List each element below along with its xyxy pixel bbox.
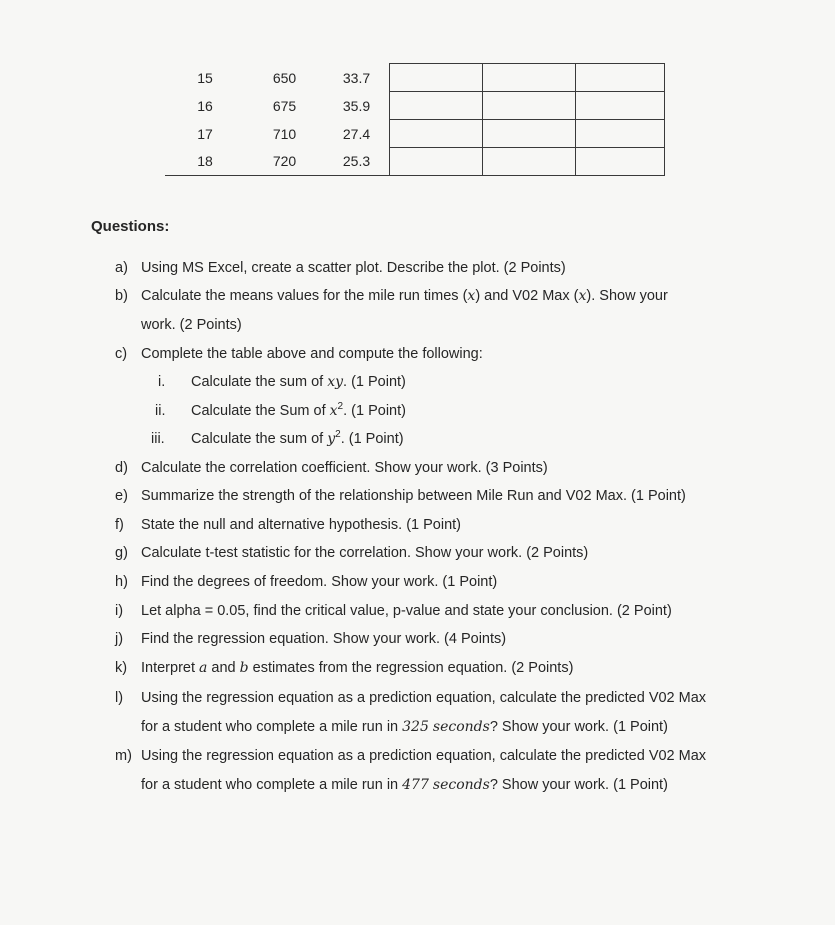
data-table: [165, 63, 665, 176]
question-b-label: b): [115, 288, 128, 304]
table-cell-vo2: 33.7: [324, 64, 390, 92]
table-cell-run-time: 720: [245, 148, 324, 176]
table-row: [165, 148, 665, 176]
question-j-label: j): [115, 631, 124, 647]
table-cell-blank: [390, 120, 483, 148]
table-cell-run-time: 650: [272, 69, 297, 86]
question-e-text: Summarize the strength of the relationship between Mile Run and V02 Max. (1 Point): [141, 488, 686, 504]
question-l-text-line2: for a student who complete a mile run in 325 seconds? Show your work. (1 Point): [141, 719, 668, 735]
question-l-label: l): [115, 690, 124, 706]
table-cell-student: 17: [197, 125, 213, 142]
table-cell-blank: [483, 148, 576, 176]
question-c-label: c): [115, 346, 128, 362]
table-row: [165, 120, 665, 148]
question-l-text: Using the regression equation as a prediction equation, calculate the predicted V02 Max: [141, 690, 707, 706]
question-g-label: g): [115, 545, 128, 561]
table-cell-run-time: 675: [272, 97, 297, 114]
table-cell-blank: [390, 64, 483, 92]
table-cell-blank: [483, 64, 576, 92]
table-cell-blank: [390, 148, 483, 176]
table-cell-blank: [483, 92, 576, 120]
question-a-text: Using MS Excel, create a scatter plot. Describe the plot. (2 Points): [141, 260, 566, 276]
question-a-label: a): [115, 260, 128, 276]
table-cell-blank: [576, 92, 665, 120]
question-d-text: Calculate the correlation coefficient. Show your work. (3 Points): [141, 460, 548, 476]
table-cell-vo2: 25.3: [324, 148, 390, 176]
table-cell-vo2: 35.9: [324, 92, 390, 120]
table-cell-blank: [483, 120, 576, 148]
question-g-text: Calculate t-test statistic for the correlation. Show your work. (2 Points): [141, 545, 589, 561]
question-m-label: m): [115, 748, 132, 764]
question-k-label: k): [115, 660, 128, 676]
question-b-text-line2: work. (2 Points): [141, 317, 242, 333]
table-cell-blank: [390, 92, 483, 120]
question-m-text-line2: for a student who complete a mile run in 477 seconds? Show your work. (1 Point): [141, 777, 668, 793]
subquestion-i-label: i.: [158, 374, 166, 390]
table-cell-blank: [576, 64, 665, 92]
table-row: [165, 92, 665, 120]
question-i-text: Let alpha = 0.05, find the critical value, p-value and state your conclusion. (2 Point): [141, 603, 672, 619]
question-m-text: Using the regression equation as a prediction equation, calculate the predicted V02 Max: [141, 748, 707, 764]
question-i-label: i): [115, 603, 124, 619]
question-h-label: h): [115, 574, 128, 590]
table-cell-blank: [576, 148, 665, 176]
table-cell-vo2: 27.4: [324, 120, 390, 148]
question-d-label: d): [115, 460, 128, 476]
question-j-text: Find the regression equation. Show your work. (4 Points): [141, 631, 507, 647]
subquestion-ii-text: Calculate the Sum of $x^2$. (1 Point): [191, 401, 406, 419]
question-c-text: Complete the table above and compute the following:: [141, 346, 483, 362]
table-cell-student: 16: [197, 97, 213, 114]
subquestion-ii-label: ii.: [155, 403, 166, 419]
question-b-text: Calculate the means values for the mile run times (x) and V02 Max (x). Show your: [141, 288, 668, 304]
table-cell-blank: [576, 120, 665, 148]
question-h-text: Find the degrees of freedom. Show your work. (1 Point): [141, 574, 498, 590]
question-f-text: State the null and alternative hypothesis. (1 Point): [141, 517, 461, 533]
questions-heading: Questions:: [91, 218, 170, 235]
table-cell-run-time: 710: [272, 125, 297, 142]
question-f-label: f): [115, 517, 124, 533]
subquestion-iii-text: Calculate the sum of $y^2$. (1 Point): [191, 429, 404, 447]
question-k-text: Interpret a and b estimates from the regression equation. (2 Points): [141, 660, 574, 676]
table-cell-student: 18: [165, 148, 245, 176]
subquestion-iii-label: iii.: [151, 431, 165, 447]
question-e-label: e): [115, 488, 128, 504]
subquestion-i-text: Calculate the sum of xy. (1 Point): [191, 374, 406, 390]
table-row: [165, 64, 665, 92]
table-cell-student: 15: [197, 69, 213, 86]
